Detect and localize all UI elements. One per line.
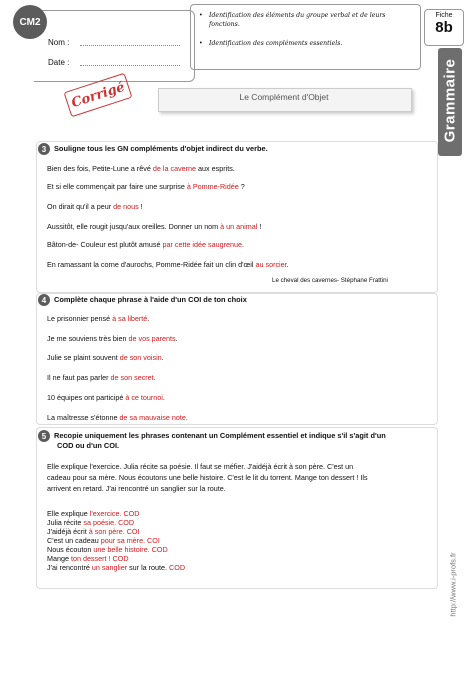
fiche-box	[424, 9, 464, 46]
objectives-box	[190, 4, 421, 70]
answer-line: J'ai rencontré un sanglier sur la route. COD	[47, 563, 186, 572]
exercise-number: 3	[38, 143, 50, 155]
answer-line: Mange ton dessert ! COD	[47, 554, 129, 563]
date-label: Date :	[48, 58, 70, 67]
sentence: On dirait qu'il a peur de nous !	[47, 202, 143, 211]
exercise-number: 4	[38, 294, 50, 306]
bullet-icon: •	[199, 40, 203, 47]
sentence: Bâton-de- Couleur est plutôt amusé par cette idée saugrenue.	[47, 240, 244, 249]
sentence: En ramassant la corne d'aurochs, Pomme-Ridée fait un clin d'œil au sorcier.	[47, 260, 289, 269]
answer-line: Elle explique l'exercice. COD	[47, 509, 140, 518]
subject-label: Grammaire	[441, 58, 459, 143]
exercise-5-instruction-cont: COD ou d'un COI.	[57, 441, 120, 450]
objective-1: Identification des éléments du groupe verbal et de leurs fonctions.	[209, 12, 386, 28]
answer-line: Julia récite sa poésie. COD	[47, 518, 135, 527]
exercise-5-instruction: Recopie uniquement les phrases contenant un Complément essentiel et indique s'il s'agit d'un	[54, 431, 386, 440]
exercise-3-instruction: Souligne tous les GN compléments d'objet indirect du verbe.	[54, 144, 268, 153]
fiche-number: 8b	[435, 19, 453, 36]
paragraph-line: arrivent en retard. J'ai rencontré un sanglier sur la route.	[47, 484, 226, 493]
date-line	[80, 65, 180, 66]
sentence: Bien des fois, Petite-Lune a rêvé de la caverne aux esprits.	[47, 164, 235, 173]
objective-2: Identification des compléments essentiels.	[209, 40, 343, 47]
sentence: Julie se plaint souvent de son voisin.	[47, 353, 164, 362]
name-label: Nom :	[48, 38, 70, 47]
paragraph-line: Elle explique l'exercice. Julia récite sa poésie. Il faut se méfier. J'aidéjà écrit à son père. C'est un	[47, 462, 354, 471]
sentence: La maîtresse s'étonne de sa mauvaise note.	[47, 413, 188, 422]
sentence: Et si elle commençait par faire une surprise à Pomme-Ridée ?	[47, 182, 245, 191]
answer-line: J'aidéjà écrit à son père. COI	[47, 527, 140, 536]
exercise-number: 5	[38, 430, 50, 442]
exercise-4-instruction: Complète chaque phrase à l'aide d'un COI de ton choix	[54, 295, 247, 304]
answer-line: C'est un cadeau pour sa mère. COI	[47, 536, 160, 545]
sentence: Aussitôt, elle rougit jusqu'aux oreilles. Donner un nom à un animal !	[47, 222, 262, 231]
paragraph-line: cadeau pour sa mère. Nous écoutons une belle histoire. C'est le lit du torrent. Mange ton dessert ! Ils	[47, 473, 368, 482]
sentence: Je me souviens très bien de vos parents.	[47, 334, 178, 343]
subject-banner	[438, 48, 462, 156]
website-url: http://www.i-profs.fr	[448, 552, 458, 617]
sentence: Il ne faut pas parler de son secret.	[47, 373, 156, 382]
source-citation: Le cheval des cavernes- Stéphane Frattini	[272, 277, 388, 284]
website-footer	[448, 520, 458, 660]
sentence: 10 équipes ont participé à ce tournoi.	[47, 393, 165, 402]
level-badge: CM2	[13, 5, 47, 39]
sentence: Le prisonnier pensé à sa liberté.	[47, 314, 150, 323]
answer-line: Nous écouton une belle histoire. COD	[47, 545, 168, 554]
fiche-label: Fiche	[435, 12, 453, 19]
bullet-icon: •	[199, 12, 203, 19]
corrige-stamp: Corrigé	[64, 73, 133, 118]
name-line	[80, 45, 180, 46]
page-title: Le Complément d'Objet	[239, 92, 329, 102]
